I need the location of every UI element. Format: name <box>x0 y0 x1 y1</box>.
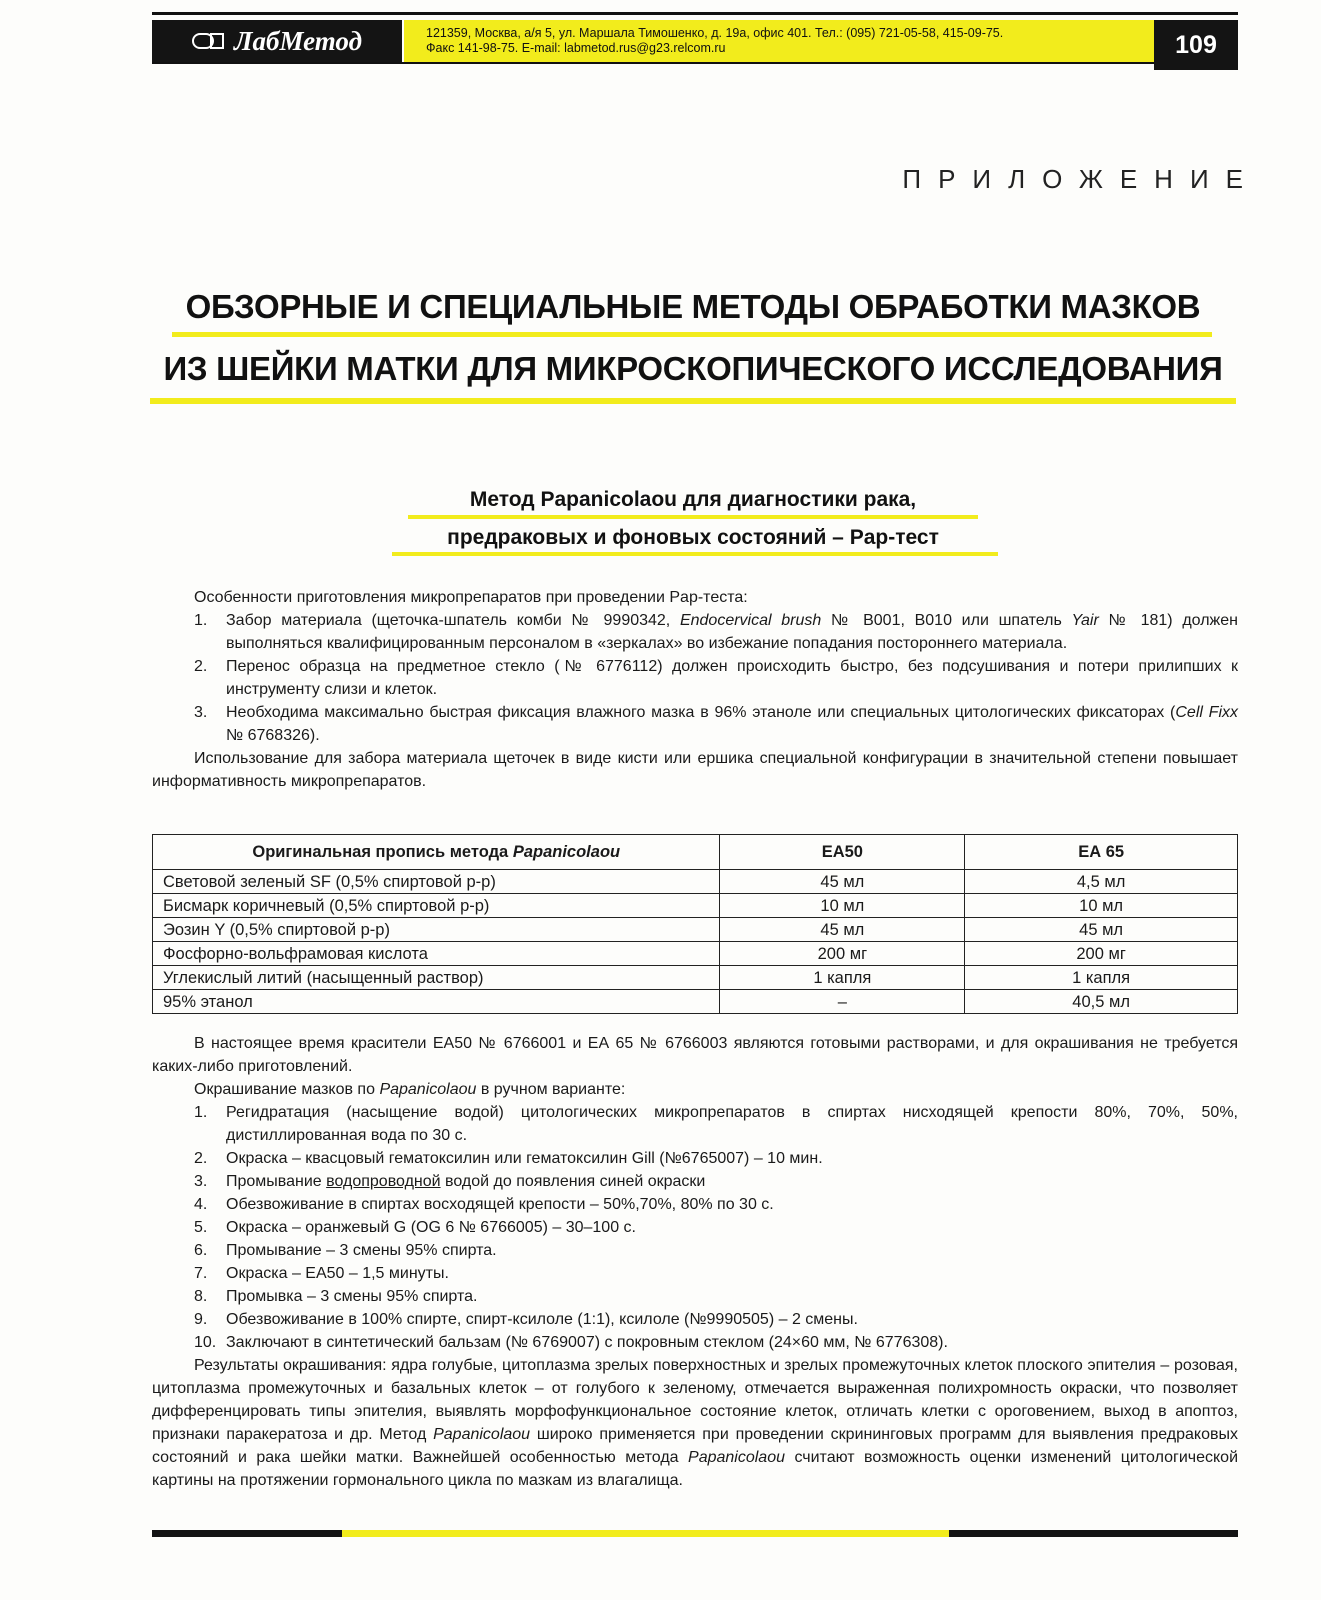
list-item: 3. Промывание водопроводной водой до появления синей окраски <box>194 1173 706 1190</box>
table-header-row <box>153 835 1238 870</box>
table-row: Фосфорно-вольфрамовая кислота 200 мг 200 мг <box>153 942 1238 966</box>
section-label: ПРИЛОЖЕНИЕ <box>902 164 1260 194</box>
subtitle-line-1: Метод Papanicolaou для диагностики рака, <box>469 488 917 511</box>
contact-line-1: 121359, Москва, а/я 5, ул. Маршала Тимошенко, д. 19а, офис 401. Тел.: (095) 721-05-58, 415-09-75. <box>426 26 1004 40</box>
intro-after: Использование для забора материала щеточек в виде кисти или ершика специальной конфигурации в значительной степени повышает информативность микропрепаратов. <box>152 750 1238 790</box>
table-row: Углекислый литий (насыщенный раствор) 1 капля 1 капля <box>153 966 1238 990</box>
recipe-table <box>152 834 1238 1014</box>
contact-line-2: Факс 141-98-75. E-mail: labmetod.rus@g23.relcom.ru <box>426 41 726 55</box>
footer-bar-left <box>152 1530 342 1537</box>
table-header-ea50: ЕА50 <box>720 835 965 870</box>
logo-mark-icon <box>192 33 224 49</box>
list-item: 1. Регидратация (насыщение водой) цитологических микропрепаратов в спиртах нисходящей крепости 80%, 70%, 50%, дистиллированная вода по 30 с. <box>194 1104 1238 1144</box>
header-rule <box>152 12 1238 15</box>
intro-section <box>152 586 1238 793</box>
publisher-logo <box>152 20 402 62</box>
staining-lead: Окрашивание мазков по Papanicolaou в ручном варианте: <box>194 1081 626 1098</box>
list-item: 3. Необходима максимально быстрая фиксация влажного мазка в 96% этаноле или специальных цитологических фиксаторах (Cell Fixx № 6768326). <box>194 704 1238 744</box>
staining-results: Результаты окрашивания: ядра голубые, цитоплазма зрелых поверхностных и зрелых промежуточных клеток плоского эпителия – розовая, цитоплазма промежуточных и базальных клеток – от голубого к зеленому, отмечается выраженная полихромность окраски, что позволяет дифференцировать типы эпителия, выявлять морфофункциональное состояние клеток, отличать клетки с ороговением, выход в апоптоз, признаки паракератоза и др. Метод Papanicolaou широко применяется при проведении скрининговых программ для выявления предраковых состояний и рака шейки матки. Важнейшей особенностью метода Papanicolaou считают возможность оценки изменений цитологической картины на протяжении гормонального цикла по мазкам из влагалища. <box>152 1357 1239 1489</box>
title-underline-1 <box>172 332 1212 337</box>
main-title-line-2: ИЗ ШЕЙКИ МАТКИ ДЛЯ МИКРОСКОПИЧЕСКОГО ИССЛЕДОВАНИЯ <box>163 350 1223 387</box>
list-item: 7. Окраска – ЕА50 – 1,5 минуты. <box>194 1265 449 1282</box>
table-row: Эозин Y (0,5% спиртовой р-р) 45 мл 45 мл <box>153 918 1238 942</box>
page-number: 109 <box>1154 20 1238 70</box>
logo-text: ЛабМетод <box>234 25 362 56</box>
table-row: Световой зеленый SF (0,5% спиртовой р-р) 45 мл 4,5 мл <box>153 870 1238 894</box>
header-bottom-rule <box>152 62 1154 64</box>
list-item: 6. Промывание – 3 смены 95% спирта. <box>194 1242 497 1259</box>
table-header-ea65: ЕА 65 <box>965 835 1238 870</box>
prep-list <box>152 609 1238 747</box>
staining-section <box>152 1032 1238 1492</box>
table-header-method: Оригинальная пропись метода Papanicolaou <box>153 835 720 870</box>
page-header <box>152 12 1238 64</box>
contact-info <box>404 20 1154 62</box>
list-item: 8. Промывка – 3 смены 95% спирта. <box>194 1288 478 1305</box>
staining-intro: В настоящее время красители ЕА50 № 6766001 и ЕА 65 № 6766003 являются готовыми растворами, и для окрашивания не требуется каких-либо приготовлений. <box>152 1035 1238 1075</box>
list-item: 1. Забор материала (щеточка-шпатель комби № 9990342, Endocervical brush № В001, В010 или шпатель Yair № 181) должен выполняться квалифицированным персоналом в «зеркалах» во избежание попадания постороннего материала. <box>194 612 1238 652</box>
subtitle-underline-1 <box>408 515 978 519</box>
footer-bar-right <box>949 1530 1238 1537</box>
list-item: 2. Перенос образца на предметное стекло (№ 6776112) должен происходить быстро, без подсушивания и потери прилипших к инструменту слизи и клеток. <box>194 658 1238 698</box>
title-underline-2 <box>150 398 1236 404</box>
list-item: 2. Окраска – квасцовый гематоксилин или гематоксилин Gill (№6765007) – 10 мин. <box>194 1150 823 1167</box>
subtitle-underline-2 <box>392 552 998 556</box>
list-item: 5. Окраска – оранжевый G (OG 6 № 6766005) – 30–100 с. <box>194 1219 636 1236</box>
list-item: 4. Обезвоживание в спиртах восходящей крепости – 50%,70%, 80% по 30 с. <box>194 1196 774 1213</box>
footer-bar-middle <box>342 1530 949 1537</box>
main-title-line-1: ОБЗОРНЫЕ И СПЕЦИАЛЬНЫЕ МЕТОДЫ ОБРАБОТКИ МАЗКОВ <box>185 288 1201 325</box>
subtitle-line-2: предраковых и фоновых состояний – Pap-тест <box>447 526 939 549</box>
list-item: 10. Заключают в синтетический бальзам (№ 6769007) с покровным стеклом (24×60 мм, № 6776308). <box>194 1334 948 1351</box>
intro-lead: Особенности приготовления микропрепаратов при проведении Pap-теста: <box>194 589 748 606</box>
staining-steps <box>152 1101 1238 1354</box>
table-row: 95% этанол – 40,5 мл <box>153 990 1238 1014</box>
table-row: Бисмарк коричневый (0,5% спиртовой р-р) 10 мл 10 мл <box>153 894 1238 918</box>
list-item: 9. Обезвоживание в 100% спирте, спирт-ксилоле (1:1), ксилоле (№9990505) – 2 смены. <box>194 1311 858 1328</box>
